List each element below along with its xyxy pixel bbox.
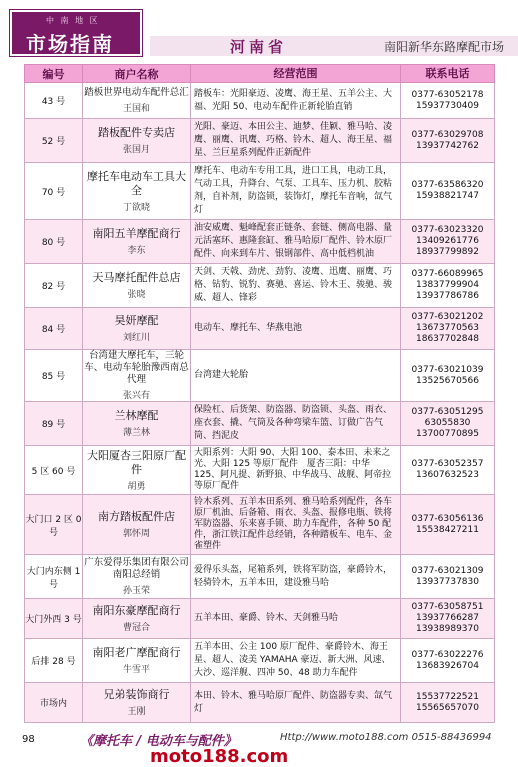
- table-row: [25, 683, 495, 723]
- owner-name: 薄兰林: [122, 428, 150, 438]
- phone-number: 15537722521: [416, 691, 479, 702]
- table-row: [25, 220, 495, 264]
- section-logo: [10, 10, 142, 56]
- table-header-row: [25, 65, 495, 83]
- shop-name: 天马摩托配件总店: [92, 271, 181, 284]
- table-row: [25, 402, 495, 446]
- shop-name: 兰林摩配: [114, 409, 159, 422]
- phone-number: 0377-63022276: [411, 649, 484, 660]
- phone-number: 13409261776: [416, 236, 479, 246]
- row-number: 43 号: [25, 83, 83, 119]
- shop-name: 南阳五羊摩配商行: [92, 227, 181, 240]
- business-scope: 大阳系列：大阳 90、大阳 100、泰本田、未来之光、大阳 125 等原厂配件 厦杏三阳：中华 125、阿凡提、新野狼、中华战马、战舰、阿帝拉等原厂配件: [191, 446, 401, 495]
- phone-number: 15565657070: [416, 702, 479, 713]
- shop-name: 踏板配件专卖店: [98, 126, 175, 139]
- table-row: [25, 264, 495, 308]
- phone-number: 13673770563: [416, 323, 479, 333]
- business-scope: 摩托车、电动车专用工具，进口工具，电动工具，气动工具，升降台、气泵、工具车、压力机、胶粘剂，自补剂，防盗锁，装饰灯，摩托车音响，氙气灯: [191, 163, 401, 220]
- business-scope: 台湾建大轮胎: [191, 350, 401, 402]
- row-shop-cell: [83, 495, 191, 555]
- table-row: [25, 639, 495, 683]
- row-number: 市场内: [25, 683, 83, 723]
- table-row: [25, 495, 495, 555]
- row-number: 5 区 60 号: [25, 446, 83, 495]
- business-scope: 五羊本田、豪爵、铃木、天剑雅马哈: [191, 599, 401, 639]
- phone-cell: [401, 555, 495, 599]
- phone-cell: [401, 220, 495, 264]
- phone-number: 13937766287: [416, 613, 479, 623]
- phone-number: 13607632523: [416, 470, 479, 480]
- row-shop-cell: [83, 350, 191, 402]
- phone-cell: [401, 446, 495, 495]
- shop-name: 广东爱得乐集团有限公司南阳总经销: [84, 557, 189, 580]
- business-scope: 五羊本田、公主 100 原厂配件、豪爵铃木、海王星、超人、凌美 YAMAHA 豪迈、新大洲、风速、大沙、巡洋舰、四冲 50、48 助力车配件: [191, 639, 401, 683]
- owner-name: 张国月: [122, 145, 150, 155]
- phone-number: 0377-63052357: [411, 459, 484, 469]
- row-shop-cell: [83, 683, 191, 723]
- shop-name: 台湾建大摩托车，三轮车、电动车轮胎豫西南总代理: [84, 350, 189, 385]
- row-number: 52 号: [25, 119, 83, 163]
- phone-number: 0377-63029708: [411, 129, 484, 140]
- business-scope: 天剑、天戟、劲虎、劲豹、凌鹰、迅鹰、丽鹰、巧格、钻豹、锐豹、赛驰、喜运、铃木王、骏驰、骏威、超人、锋彩: [191, 264, 401, 308]
- row-number: 大门外西 3 号: [25, 599, 83, 639]
- row-number: 85 号: [25, 350, 83, 402]
- phone-cell: [401, 119, 495, 163]
- watermark-text: moto188.com: [150, 746, 289, 767]
- phone-cell: [401, 308, 495, 350]
- table-row: [25, 599, 495, 639]
- col-header-number: 编号: [25, 65, 83, 83]
- row-shop-cell: [83, 639, 191, 683]
- business-scope: 电动车、摩托车、华燕电池: [191, 308, 401, 350]
- phone-number: 18937799892: [416, 247, 479, 257]
- business-scope: 爱得乐头盔，尾箱系列，铁将军防盗，豪爵铃木，轻骑铃木，五羊本田，建设雅马哈: [191, 555, 401, 599]
- phone-number: 63055830: [424, 418, 471, 428]
- phone-number: 15538427211: [416, 524, 479, 535]
- table-row: [25, 555, 495, 599]
- phone-number: 13837799904: [416, 280, 479, 290]
- row-number: 80 号: [25, 220, 83, 264]
- phone-number: 0377-63056136: [411, 513, 484, 524]
- phone-cell: [401, 350, 495, 402]
- row-shop-cell: [83, 163, 191, 220]
- row-shop-cell: [83, 308, 191, 350]
- phone-number: 0377-63051295: [411, 407, 484, 417]
- owner-name: 丁欲晓: [122, 202, 150, 213]
- owner-name: 胡勇: [127, 481, 146, 492]
- business-scope: 铃木系列、五羊本田系列、雅马哈系列配件，各车原厂机油、后备箱、雨衣、头盔、报修电瓶、铁将军防盗器、乐来喜手锁、助力车配件，各种 50 配件，浙江铁江配件总经销，各种踏板车、电车、金雀塑件: [191, 495, 401, 555]
- phone-number: 0377-66089965: [411, 269, 484, 279]
- row-shop-cell: [83, 264, 191, 308]
- table-row: [25, 119, 495, 163]
- owner-name: 王国和: [122, 104, 150, 114]
- col-header-shop: 商户名称: [83, 65, 191, 83]
- row-shop-cell: [83, 220, 191, 264]
- business-scope: 本田、铃木、雅马哈原厂配件、防盗器专卖、氙气灯: [191, 683, 401, 723]
- owner-name: 曹冠合: [122, 623, 150, 633]
- row-number: 70 号: [25, 163, 83, 220]
- owner-name: 牛雪平: [122, 665, 150, 675]
- phone-cell: [401, 83, 495, 119]
- row-shop-cell: [83, 555, 191, 599]
- phone-cell: [401, 163, 495, 220]
- row-shop-cell: [83, 599, 191, 639]
- row-shop-cell: [83, 83, 191, 119]
- shop-name: 南方踏板配件店: [98, 510, 175, 523]
- market-title: 南阳新华东路摩配市场: [383, 40, 504, 54]
- shop-name: 昊妍摩配: [114, 314, 159, 327]
- business-scope: 光阳、豪迈、本田公主、迪梦、佳颖、雅马哈、凌鹰、丽鹰、讯鹰、巧格、铃木、超人、海王星、福星、兰巨星系列配件正新配件: [191, 119, 401, 163]
- row-number: 84 号: [25, 308, 83, 350]
- row-shop-cell: [83, 402, 191, 446]
- phone-number: 13683926704: [416, 660, 479, 671]
- phone-number: 0377-63586320: [411, 180, 484, 190]
- owner-name: 王刚: [127, 707, 146, 717]
- phone-number: 0377-63023320: [411, 225, 484, 235]
- phone-number: 15937730409: [416, 100, 479, 111]
- owner-name: 李东: [127, 246, 146, 256]
- row-number: 大门内东侧 1 号: [25, 555, 83, 599]
- phone-cell: [401, 639, 495, 683]
- phone-cell: [401, 599, 495, 639]
- shop-name: 南阳东豪摩配商行: [92, 604, 181, 617]
- owner-name: 孙玉荣: [122, 586, 150, 596]
- phone-cell: [401, 264, 495, 308]
- phone-number: 0377-63021202: [411, 312, 484, 322]
- website-contact: Http://www.moto188.com 0515-88436994: [280, 732, 492, 743]
- row-shop-cell: [83, 446, 191, 495]
- phone-cell: [401, 495, 495, 555]
- phone-number: 0377-63058751: [411, 602, 484, 612]
- phone-number: 13700770895: [416, 429, 479, 439]
- phone-number: 0377-63021039: [411, 364, 484, 375]
- business-scope: 踏板车：光阳豪迈、凌鹰、海王星、五羊公主、大福、光阳 50、电动车配件正新轮胎直销: [191, 83, 401, 119]
- shop-name: 踏板世界电动车配件总汇: [84, 87, 189, 98]
- table-row: [25, 350, 495, 402]
- phone-number: 13937737830: [416, 576, 479, 587]
- phone-number: 0377-63052178: [411, 89, 484, 100]
- page-footer: [0, 720, 518, 766]
- page-number: 98: [22, 734, 35, 745]
- phone-number: 18637702848: [416, 334, 479, 344]
- phone-number: 13938989370: [416, 624, 479, 634]
- page-header: [0, 0, 518, 60]
- row-number: 89 号: [25, 402, 83, 446]
- shop-name: 摩托车电动车工具大全: [87, 169, 186, 197]
- owner-name: 张兴有: [122, 391, 150, 401]
- owner-name: 刘红川: [122, 333, 150, 343]
- business-scope: 保险杠、后货架、防盗器、防盗锁、头盔、雨衣、座衣套、撬、气筒及各种弯梁车篮、订做广告气筒、挡泥皮: [191, 402, 401, 446]
- shop-name: 南阳老广摩配商行: [92, 646, 181, 659]
- phone-cell: [401, 683, 495, 723]
- col-header-phone: 联系电话: [401, 65, 495, 83]
- row-shop-cell: [83, 119, 191, 163]
- logo-subtitle: 中 南 地 区: [46, 16, 100, 25]
- business-scope: 油安威鹰、魁峰配套正链条、套链、侧高电器、量元活塞环、惠隆套缸、雅马哈原厂配件、铃木原厂配件、向来到车片、银钢部件、高中低档机油: [191, 220, 401, 264]
- magazine-title: 《摩托车 / 电动车与配件》: [80, 734, 237, 749]
- table-row: [25, 446, 495, 495]
- row-number: 后排 28 号: [25, 639, 83, 683]
- table-row: [25, 83, 495, 119]
- phone-number: 13525670566: [416, 375, 479, 386]
- phone-number: 0377-63021309: [411, 565, 484, 576]
- shop-name: 大阳厦杏三阳原厂配件: [87, 448, 186, 476]
- row-number: 大门口 2 区 0 号: [25, 495, 83, 555]
- shop-name: 兄弟装饰商行: [103, 688, 170, 701]
- merchant-table: [24, 64, 495, 723]
- phone-cell: [401, 402, 495, 446]
- phone-number: 13937742762: [416, 140, 479, 151]
- phone-number: 13937786786: [416, 291, 479, 301]
- row-number: 82 号: [25, 264, 83, 308]
- owner-name: 郭怀周: [122, 529, 150, 539]
- col-header-scope: 经营范围: [191, 65, 401, 83]
- logo-title: 市场指南: [26, 32, 114, 56]
- phone-number: 15938821747: [416, 191, 479, 201]
- table-row: [25, 308, 495, 350]
- province-title: 河南省: [230, 38, 288, 56]
- table-row: [25, 163, 495, 220]
- owner-name: 张晓: [127, 290, 146, 300]
